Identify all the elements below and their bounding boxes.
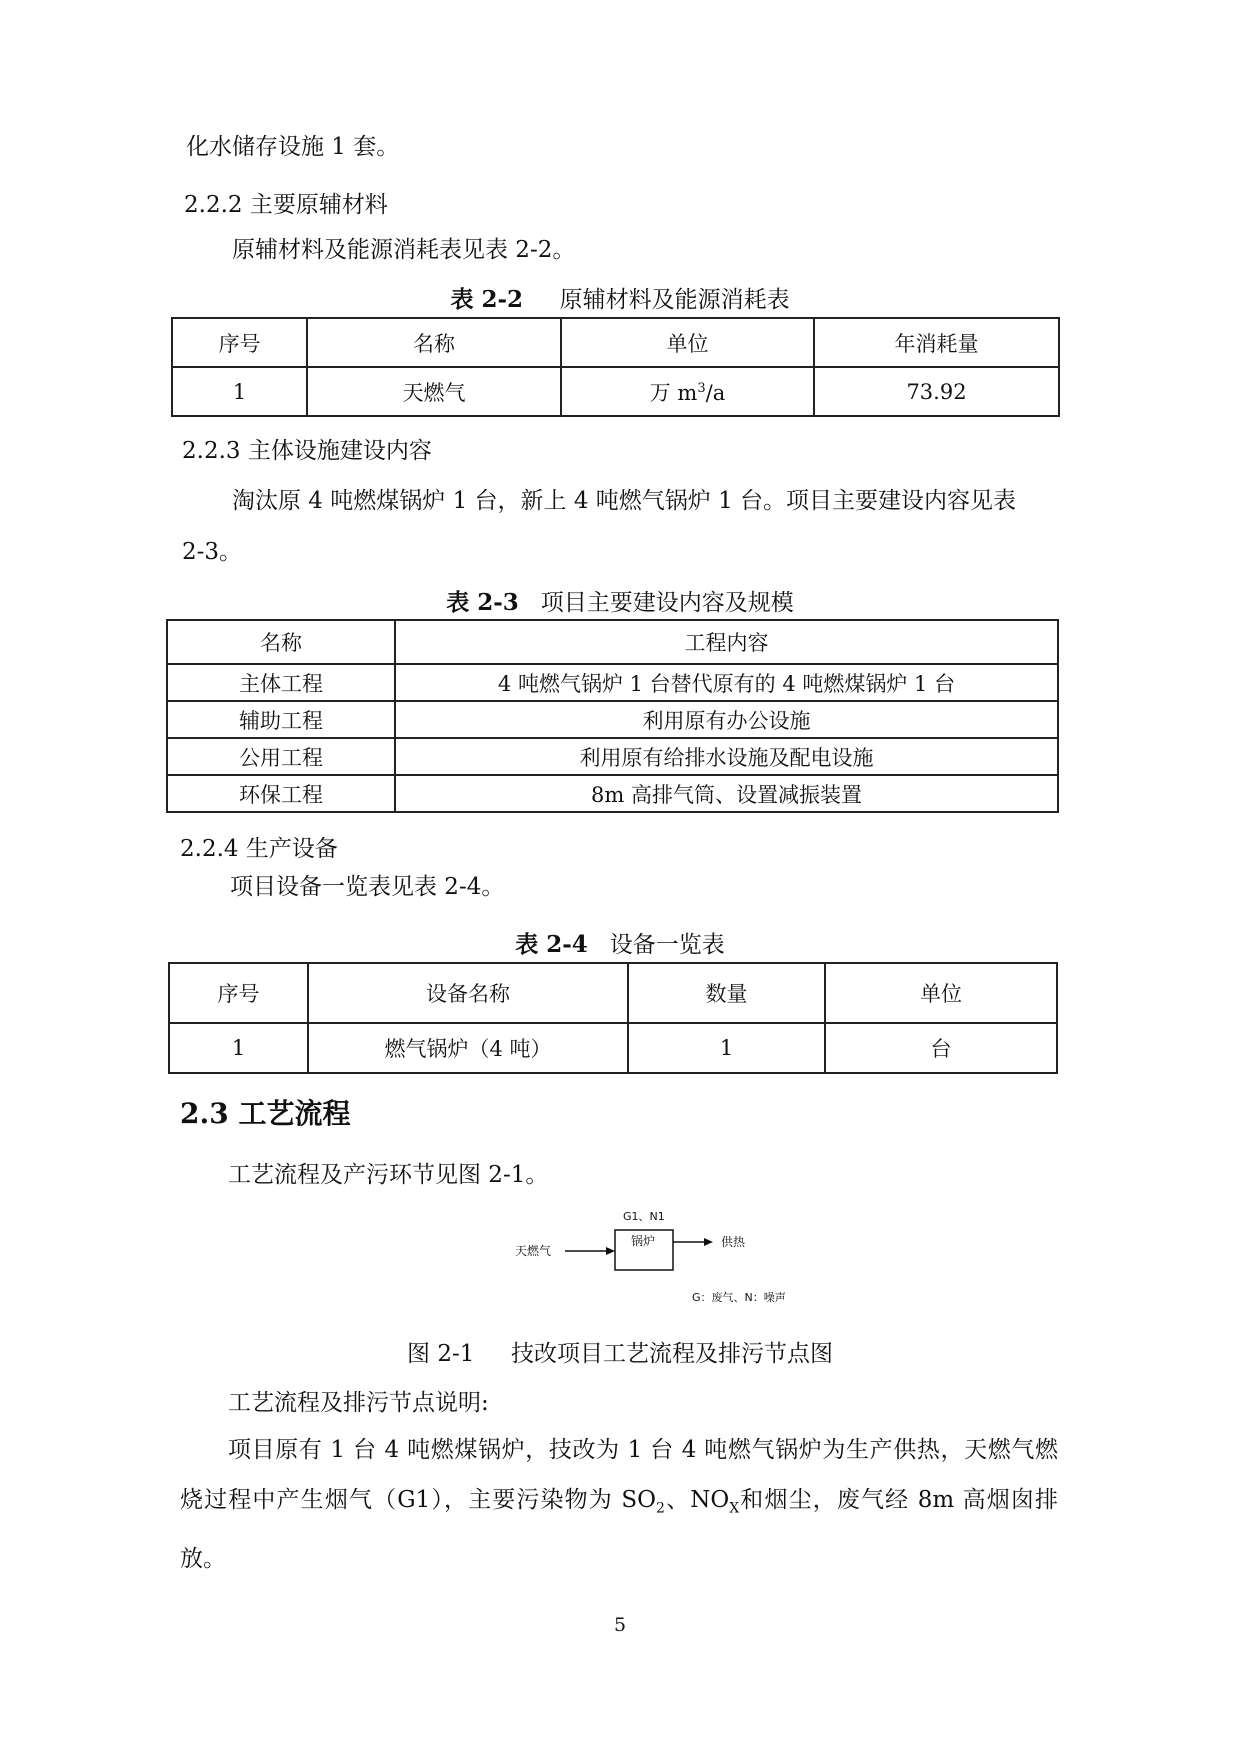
table-header-cell: 年消耗量 bbox=[814, 318, 1059, 367]
table-cell: 利用原有办公设施 bbox=[395, 701, 1058, 738]
table-2-3-title: 项目主要建设内容及规模 bbox=[540, 590, 794, 616]
flow-legend: G：废气、N：噪声 bbox=[692, 1291, 786, 1304]
table-2-4 bbox=[168, 962, 1058, 1074]
table-cell: 台 bbox=[825, 1023, 1057, 1073]
figure-2-1-caption bbox=[0, 1339, 1240, 1369]
table-2-3-label: 表 2-3 bbox=[446, 589, 519, 616]
flow-output-label: 供热 bbox=[721, 1235, 746, 1249]
table-row bbox=[167, 738, 1058, 775]
flow-box-label: 锅炉 bbox=[631, 1234, 656, 1248]
table-2-2 bbox=[171, 317, 1060, 417]
table-2-4-label: 表 2-4 bbox=[515, 931, 588, 958]
table-header-cell: 工程内容 bbox=[395, 620, 1058, 664]
table-row bbox=[167, 701, 1058, 738]
table-row bbox=[167, 664, 1058, 701]
table-cell: 燃气锅炉（4 吨） bbox=[308, 1023, 628, 1073]
table-2-2-caption bbox=[0, 285, 1240, 315]
table-row bbox=[169, 1023, 1057, 1073]
unit-suffix: /a bbox=[705, 380, 726, 405]
nox-subscript: X bbox=[729, 1500, 740, 1517]
table-header-cell: 序号 bbox=[172, 318, 307, 367]
figure-2-1-title: 技改项目工艺流程及排污节点图 bbox=[510, 1341, 833, 1367]
table-cell-unit bbox=[561, 367, 814, 416]
description-part: 项目原有 1 台 4 吨燃煤锅炉，技改为 1 台 4 吨燃气锅炉为生产供热，天燃气燃烧过程中产生烟气（G1），主要污染物为 SO bbox=[180, 1437, 1058, 1513]
table-cell: 1 bbox=[628, 1023, 825, 1073]
table-2-3-caption bbox=[0, 588, 1240, 618]
unit-prefix: 万 m bbox=[649, 380, 698, 405]
construction-paragraph-line1: 淘汰原 4 吨燃煤锅炉 1 台，新上 4 吨燃气锅炉 1 台。项目主要建设内容见表 bbox=[232, 488, 1017, 514]
table-cell: 1 bbox=[172, 367, 307, 416]
page-number: 5 bbox=[613, 1614, 627, 1636]
construction-paragraph-line2: 2-3。 bbox=[182, 539, 243, 565]
continued-paragraph: 化水储存设施 1 套。 bbox=[186, 134, 400, 160]
table-2-4-intro: 项目设备一览表见表 2-4。 bbox=[230, 874, 505, 900]
unit-superscript: 3 bbox=[697, 380, 706, 396]
output-arrowhead bbox=[704, 1238, 713, 1246]
table-2-2-title: 原辅材料及能源消耗表 bbox=[559, 287, 790, 313]
process-flow-diagram bbox=[495, 1208, 825, 1328]
table-cell: 4 吨燃气锅炉 1 台替代原有的 4 吨燃煤锅炉 1 台 bbox=[395, 664, 1058, 701]
table-header-row bbox=[172, 318, 1059, 367]
table-2-2-label: 表 2-2 bbox=[450, 286, 523, 313]
flow-emission-label: G1、N1 bbox=[623, 1210, 665, 1223]
table-header-row bbox=[167, 620, 1058, 664]
table-cell: 辅助工程 bbox=[167, 701, 395, 738]
table-header-cell: 单位 bbox=[561, 318, 814, 367]
flow-input-label: 天燃气 bbox=[515, 1244, 552, 1258]
table-cell: 利用原有给排水设施及配电设施 bbox=[395, 738, 1058, 775]
section-heading-2-2-2: 2.2.2 主要原辅材料 bbox=[184, 192, 388, 218]
table-2-4-caption bbox=[0, 930, 1240, 960]
table-row bbox=[167, 775, 1058, 812]
table-cell: 公用工程 bbox=[167, 738, 395, 775]
section-heading-2-3: 2.3 工艺流程 bbox=[180, 1097, 351, 1130]
table-header-cell: 名称 bbox=[307, 318, 561, 367]
process-description bbox=[180, 1425, 1058, 1584]
table-2-3 bbox=[166, 619, 1059, 813]
input-arrowhead bbox=[606, 1247, 615, 1255]
table-2-4-title: 设备一览表 bbox=[609, 932, 725, 958]
table-cell: 主体工程 bbox=[167, 664, 395, 701]
table-cell: 73.92 bbox=[814, 367, 1059, 416]
table-header-cell: 数量 bbox=[628, 963, 825, 1023]
table-cell: 环保工程 bbox=[167, 775, 395, 812]
table-row bbox=[172, 367, 1059, 416]
table-header-cell: 序号 bbox=[169, 963, 308, 1023]
section-heading-2-2-4: 2.2.4 生产设备 bbox=[180, 836, 338, 862]
table-header-row bbox=[169, 963, 1057, 1023]
table-2-2-intro: 原辅材料及能源消耗表见表 2-2。 bbox=[232, 237, 576, 263]
table-header-cell: 单位 bbox=[825, 963, 1057, 1023]
description-part: 、NO bbox=[664, 1487, 730, 1513]
table-header-cell: 名称 bbox=[167, 620, 395, 664]
table-cell: 8m 高排气筒、设置减振装置 bbox=[395, 775, 1058, 812]
table-cell: 天燃气 bbox=[307, 367, 561, 416]
table-cell: 1 bbox=[169, 1023, 308, 1073]
section-heading-2-2-3: 2.2.3 主体设施建设内容 bbox=[182, 438, 432, 464]
figure-2-1-intro: 工艺流程及产污环节见图 2-1。 bbox=[228, 1162, 549, 1188]
table-header-cell: 设备名称 bbox=[308, 963, 628, 1023]
so2-subscript: 2 bbox=[656, 1500, 665, 1517]
process-description-heading: 工艺流程及排污节点说明: bbox=[228, 1390, 489, 1416]
figure-2-1-label: 图 2-1 bbox=[407, 1341, 475, 1367]
description-part: 和烟尘，废气经 8m 高烟囱排放。 bbox=[180, 1487, 1058, 1572]
